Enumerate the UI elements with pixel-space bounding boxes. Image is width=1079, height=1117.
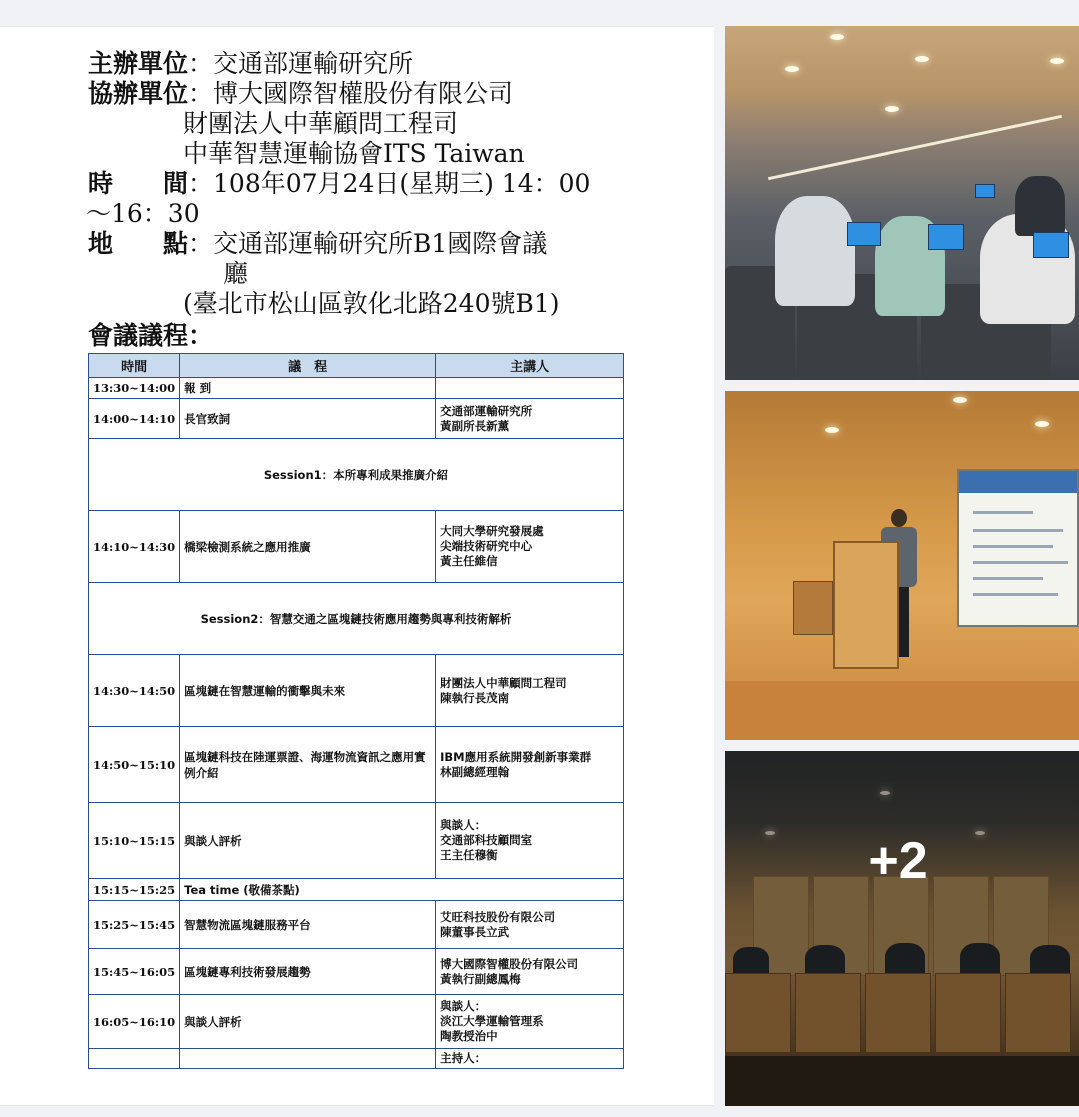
agenda-row <box>89 901 624 949</box>
more-photos-overlay[interactable] <box>725 751 1079 1106</box>
ceiling-light-strip <box>768 115 1062 180</box>
agenda-time: 14:00~14:10 <box>89 399 180 439</box>
agenda-speaker: 大同大學研究發展處 尖端技術研究中心 黃主任維信 <box>436 511 624 583</box>
agenda-row <box>89 655 624 727</box>
agenda-speaker <box>436 378 624 399</box>
agenda-time: 15:15~15:25 <box>89 879 180 901</box>
agenda-time: 14:50~15:10 <box>89 727 180 803</box>
agenda-topic: 區塊鏈科技在陸運票證、海運物流資訊之應用實例介紹 <box>180 727 436 803</box>
ceiling-light <box>830 34 844 40</box>
agenda-row <box>89 1049 624 1069</box>
agenda-time <box>89 1049 180 1069</box>
agenda-body <box>89 378 624 1069</box>
address-line: (臺北市松山區敦化北路240號B1) <box>183 289 560 318</box>
lecture-hall-audience-photo[interactable] <box>725 26 1079 380</box>
laptop-screen <box>847 222 881 246</box>
agenda-time: 14:10~14:30 <box>89 511 180 583</box>
agenda-heading: 會議議程： <box>88 321 214 350</box>
place-line-cont: 廳 <box>223 259 249 288</box>
speaker-podium-photo[interactable] <box>725 391 1079 740</box>
ceiling-light <box>1050 58 1064 64</box>
agenda-topic: 與談人評析 <box>180 995 436 1049</box>
ceiling-light <box>1035 421 1049 427</box>
side-cabinet <box>793 581 833 635</box>
agenda-speaker: 與談人： 淡江大學運輸管理系 陶教授治中 <box>436 995 624 1049</box>
more-photos-count: +2 <box>868 832 928 890</box>
laptop-screen <box>975 184 995 198</box>
agenda-row <box>89 727 624 803</box>
agenda-speaker: 艾旺科技股份有限公司 陳董事長立武 <box>436 901 624 949</box>
projector-screen <box>957 469 1079 627</box>
agenda-table <box>88 353 624 1069</box>
agenda-topic: 與談人評析 <box>180 803 436 879</box>
time-line-cont: ～16：30 <box>86 199 200 228</box>
agenda-topic: 區塊鏈在智慧運輸的衝擊與未來 <box>180 655 436 727</box>
agenda-row <box>89 439 624 511</box>
agenda-speaker: 交通部運輸研究所 黃副所長新薰 <box>436 399 624 439</box>
agenda-topic: 長官致詞 <box>180 399 436 439</box>
organizer-line: 主辦單位：交通部運輸研究所 <box>88 49 414 78</box>
agenda-speaker: IBM應用系統開發創新事業群 林副總經理翰 <box>436 727 624 803</box>
agenda-time: 15:45~16:05 <box>89 949 180 995</box>
agenda-topic: 區塊鏈專利技術發展趨勢 <box>180 949 436 995</box>
session-title: Session1：本所專利成果推廣介紹 <box>89 439 624 511</box>
agenda-topic: Tea time (敬備茶點) <box>180 879 624 901</box>
agenda-topic: 智慧物流區塊鏈服務平台 <box>180 901 436 949</box>
ceiling-light <box>885 106 899 112</box>
agenda-speaker: 財團法人中華顧問工程司 陳執行長茂南 <box>436 655 624 727</box>
agenda-row <box>89 879 624 901</box>
header-speaker: 主講人 <box>436 354 624 378</box>
agenda-row <box>89 949 624 995</box>
header-time: 時間 <box>89 354 180 378</box>
agenda-row <box>89 399 624 439</box>
header-topic: 議 程 <box>180 354 436 378</box>
session-title: Session2：智慧交通之區塊鏈技術應用趨勢與專利技術解析 <box>89 583 624 655</box>
agenda-time: 15:10~15:15 <box>89 803 180 879</box>
co-organizer-line-2: 財團法人中華顧問工程司 <box>183 109 459 138</box>
co-organizer-line: 協辦單位：博大國際智權股份有限公司 <box>88 79 514 108</box>
co-organizer-line-3: 中華智慧運輸協會ITS Taiwan <box>183 139 525 168</box>
ceiling-light <box>915 56 929 62</box>
agenda-row <box>89 803 624 879</box>
agenda-speaker: 與談人： 交通部科技顧問室 王主任穆衡 <box>436 803 624 879</box>
podium <box>833 541 899 669</box>
agenda-topic <box>180 1049 436 1069</box>
agenda-topic: 報 到 <box>180 378 436 399</box>
laptop-screen <box>928 224 964 250</box>
agenda-header-row <box>89 354 624 378</box>
ceiling-light <box>825 427 839 433</box>
time-line: 時 間：108年07月24日(星期三) 14：00 <box>88 169 591 198</box>
panel-discussion-photo[interactable] <box>725 751 1079 1106</box>
agenda-document <box>88 49 688 1069</box>
attendee <box>1015 176 1065 236</box>
agenda-row <box>89 583 624 655</box>
stage-floor <box>725 681 1079 740</box>
laptop-screen <box>1033 232 1069 258</box>
attendee <box>775 196 855 306</box>
agenda-time: 13:30~14:00 <box>89 378 180 399</box>
agenda-time: 14:30~14:50 <box>89 655 180 727</box>
ceiling-light <box>785 66 799 72</box>
ceiling-light <box>953 397 967 403</box>
agenda-row <box>89 995 624 1049</box>
agenda-row <box>89 511 624 583</box>
agenda-speaker: 主持人： <box>436 1049 624 1069</box>
agenda-document-photo[interactable] <box>0 26 714 1106</box>
agenda-speaker: 博大國際智權股份有限公司 黃執行副總鳳梅 <box>436 949 624 995</box>
agenda-time: 16:05~16:10 <box>89 995 180 1049</box>
agenda-topic: 橋梁檢測系統之應用推廣 <box>180 511 436 583</box>
agenda-row <box>89 378 624 399</box>
agenda-time: 15:25~15:45 <box>89 901 180 949</box>
place-line: 地 點：交通部運輸研究所B1國際會議 <box>88 229 548 258</box>
